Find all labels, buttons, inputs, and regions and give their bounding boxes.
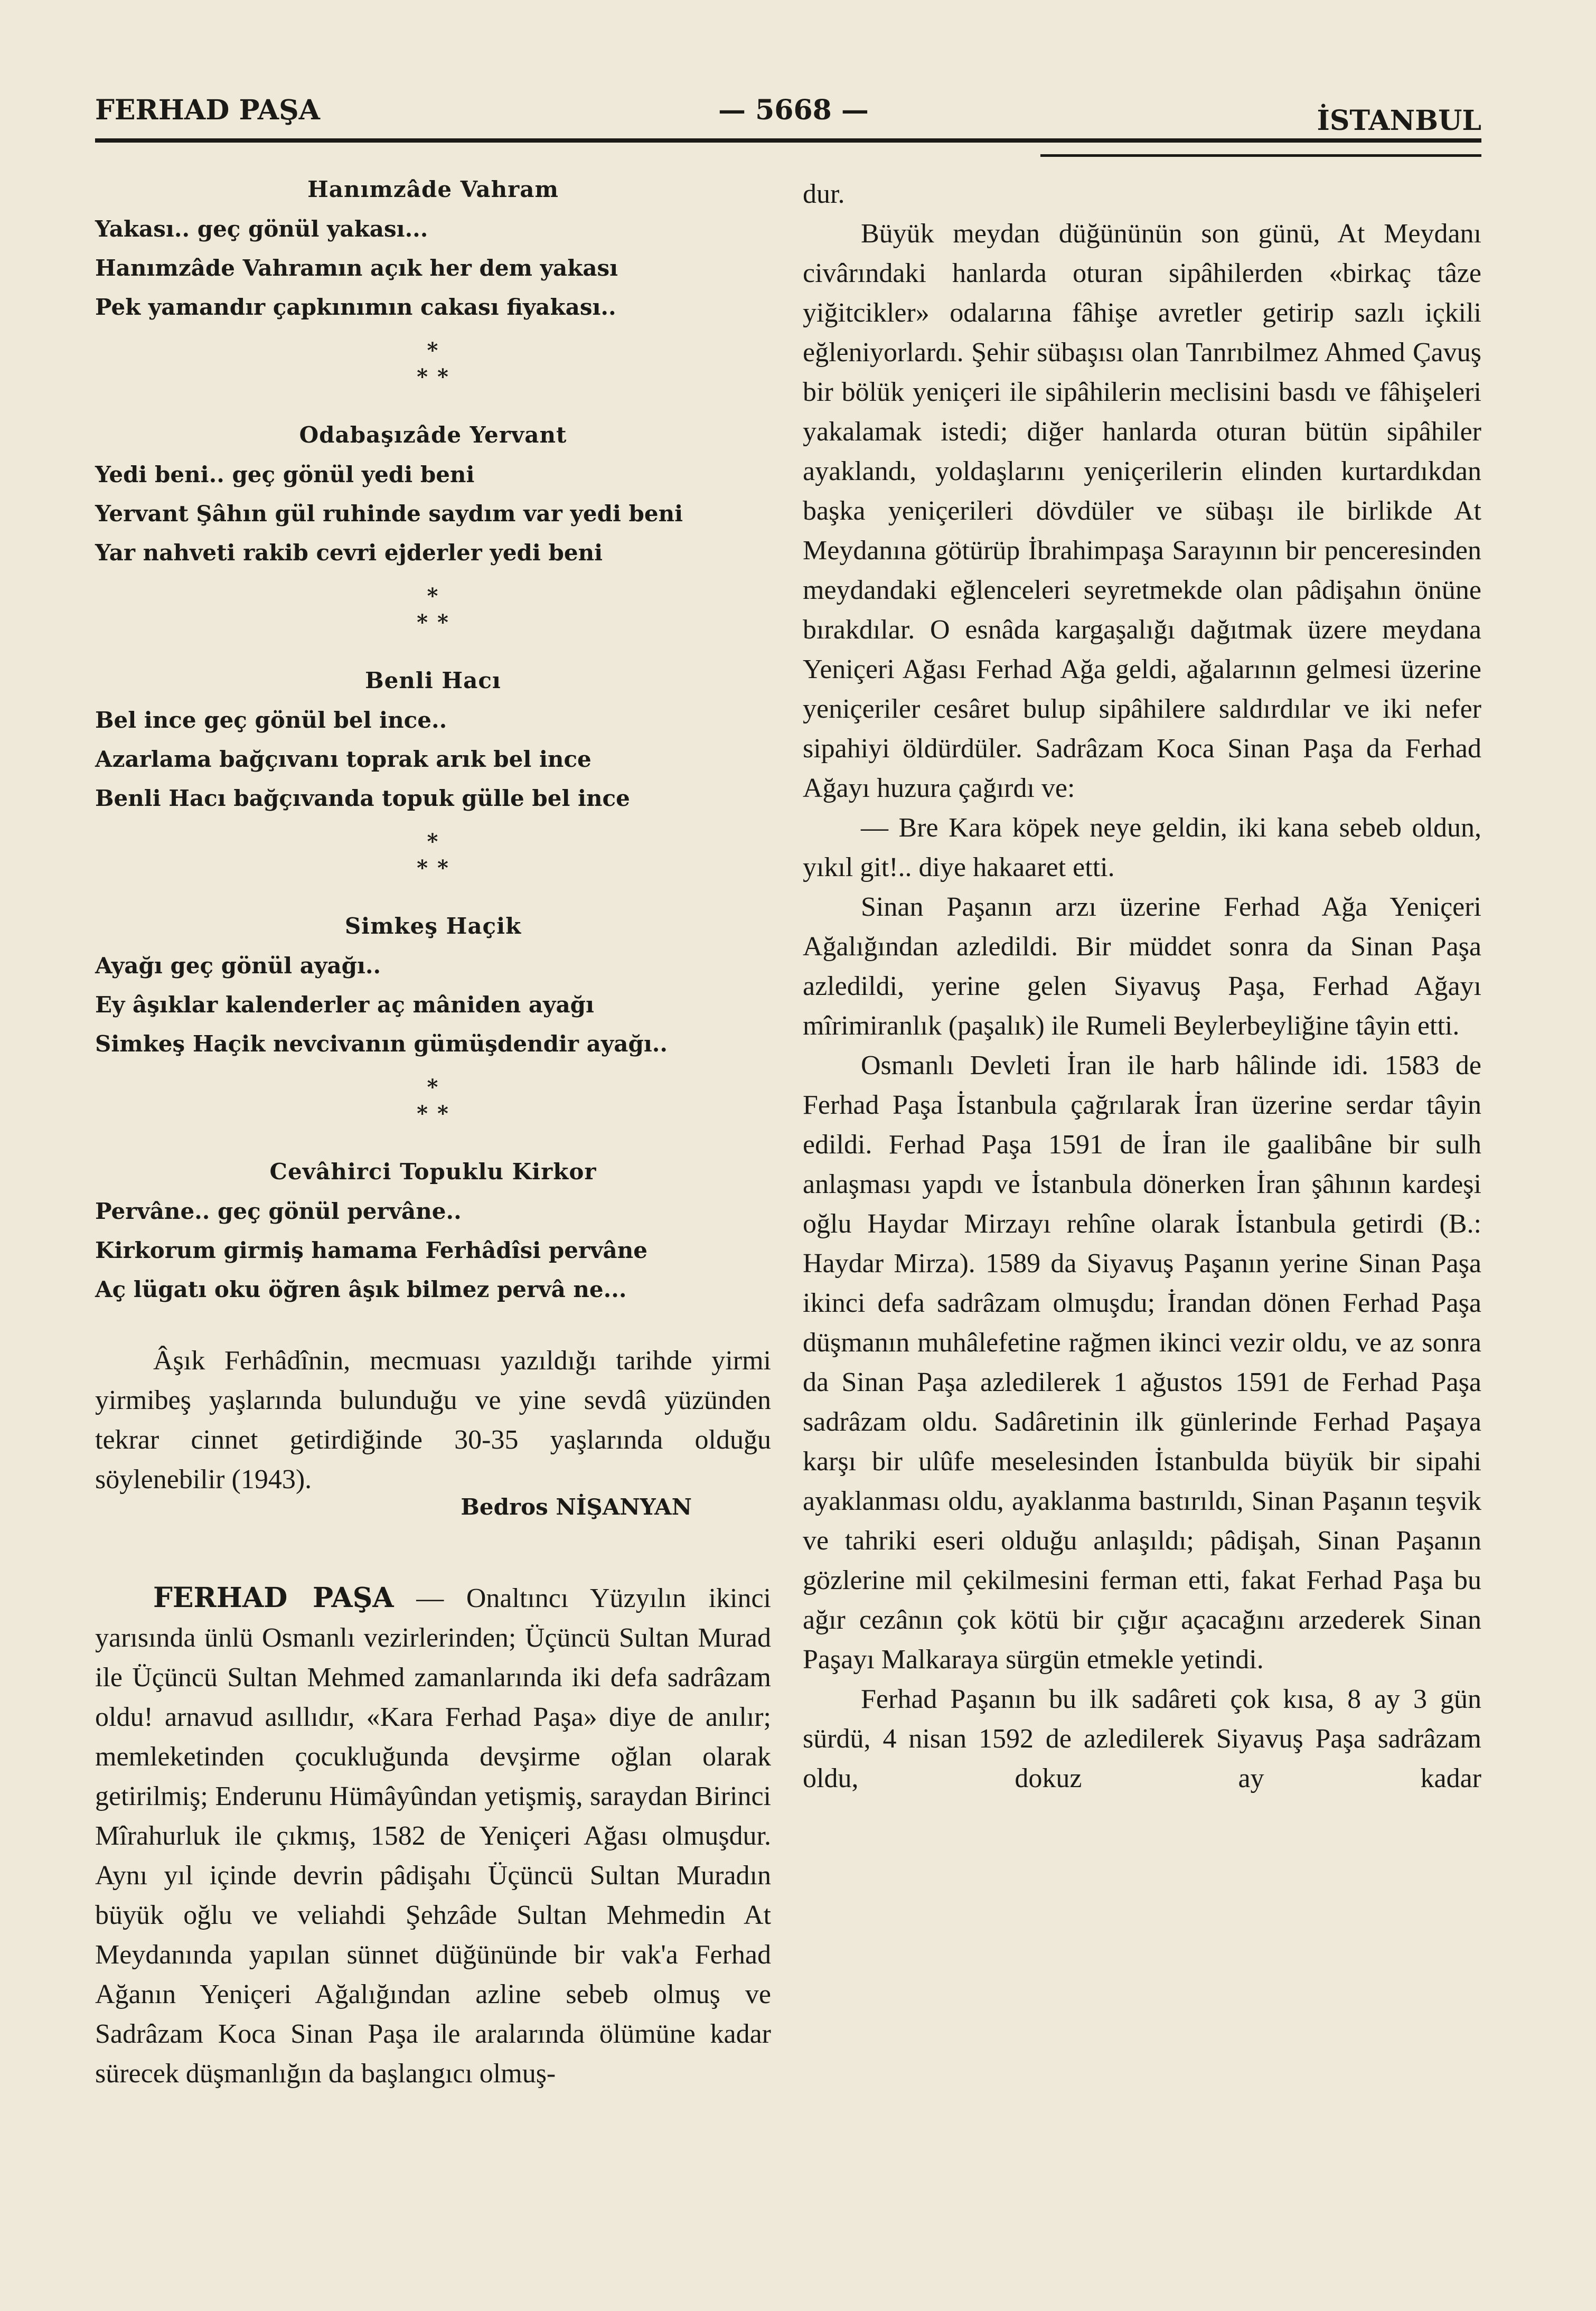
- poem-line: Pek yamandır çapkınımın cakası fiyakası..: [95, 294, 616, 320]
- asterism: * * *: [417, 1075, 449, 1126]
- poem-block: [95, 176, 771, 1309]
- poem-title: Cevâhirci Topuklu Kirkor: [269, 1159, 597, 1185]
- header-rule: [95, 138, 1481, 143]
- poem-line: Ey âşıklar kalenderler aç mâniden ayağı: [95, 992, 594, 1018]
- paragraph: Büyük meydan düğününün son günü, At Meydanı civârındaki hanlarda oturan sipâhilerden «birkaç tâze yiğitcikler» odalarına fâhişe avretler getirip sazlı içkili eğleniyorlardı. Şehir sübaşısı olan Tanrıbilmez Ahmed Çavuş bir bölük yeniçeri ile sipâhilerin meclisini basdı ve fâhişeleri yakalamak istedi; diğer hanlarda oturan bütün sipâhiler ayaklandı, yoldaşlarını yeniçerilerin elinden kurtardıkdan başka yeniçerileri dövdüler ve sübaşı ile birlikde At Meydanına götürüp İbrahimpaşa Sarayının bir penceresinden meydandaki eğlenceleri seyretmekde olan pâdişahın önüne bırakdılar. O esnâda kargaşalığı dağıtmak üzere meydana Yeniçeri Ağası Ferhad Ağa geldi, ağalarının gelmesi üzerine yeniçeriler cesâret bulup sipâhilere saldırdılar ve iki nefer sipahiyi öldürdüler. Sadrâzam Koca Sinan Paşa da Ferhad Ağayı huzura çağırdı ve:: [803, 219, 1481, 803]
- running-head-right: İSTANBUL: [1317, 105, 1481, 137]
- entry-headword: FERHAD PAŞA: [153, 1582, 394, 1614]
- poem-title: Hanımzâde Vahram: [307, 176, 559, 202]
- right-column: [803, 174, 1481, 1798]
- paragraph: dur.: [803, 179, 845, 209]
- poem-line: Kirkorum girmiş hamama Ferhâdîsi pervâne: [95, 1237, 647, 1263]
- poem-title: Benli Hacı: [365, 668, 501, 693]
- poem-line: Yedi beni.. geç gönül yedi beni: [95, 462, 475, 487]
- paragraph: Ferhad Paşanın bu ilk sadâreti çok kısa, 8 ay 3 gün sürdü, 4 nisan 1592 de azledilerek Siyavuş Paşa sadrâzam oldu, dokuz ay kadar: [803, 1684, 1481, 1793]
- header-rule-right: [1040, 154, 1481, 157]
- page-number: — 5668 —: [718, 94, 869, 126]
- poem-line: Aç lügatı oku öğren âşık bilmez pervâ ne...: [95, 1276, 627, 1302]
- running-head-left: FERHAD PAŞA: [95, 94, 321, 126]
- left-column: [95, 169, 771, 2093]
- poem-line: Yar nahveti rakib cevri ejderler yedi beni: [95, 540, 603, 566]
- poem-line: Ayağı geç gönül ayağı..: [95, 953, 381, 979]
- paragraph: Sinan Paşanın arzı üzerine Ferhad Ağa Yeniçeri Ağalığından azledildi. Bir müddet sonra da Sinan Paşa azledildi, yerine gelen Siyavuş Paşa, Ferhad Ağayı mîrimiranlık (paşalık) ile Rumeli Beylerbeyliğine tâyin etti.: [803, 892, 1481, 1041]
- dialogue-paragraph: — Bre Kara köpek neye geldin, iki kana sebeb oldun, yıkıl git!.. diye hakaaret etti.: [803, 813, 1481, 882]
- closing-paragraph: Âşık Ferhâdînin, mecmuası yazıldığı tarihde yirmi yirmibeş yaşlarında bulunduğu ve yine sevdâ yüzünden tekrar cinnet getirdiğinde 30-35 yaşlarında olduğu söylenebilir (1943).: [95, 1346, 771, 1495]
- poem-line: Simkeş Haçik nevcivanın gümüşdendir ayağı..: [95, 1031, 668, 1057]
- poem-title: Odabaşızâde Yervant: [299, 422, 567, 448]
- poem-line: Yakası.. geç gönül yakası...: [95, 216, 428, 242]
- asterism: * * *: [417, 338, 449, 389]
- author-signature: Bedros NİŞANYAN: [461, 1494, 692, 1520]
- poem-line: Pervâne.. geç gönül pervâne..: [95, 1198, 462, 1224]
- entry-text: — Onaltıncı Yüzyılın ikinci yarısında ünlü Osmanlı vezirlerinden; Üçüncü Sultan Murad ile Üçüncü Sultan Mehmed zamanlarında iki defa sadrâzam oldu! arnavud asıllıdır, «Kara Ferhad Paşa» diye de anılır; memleketinden çocukluğunda devşirme oğlan olarak getirilmiş; Enderunu Hümâyûndan yetişmiş, saraydan Birinci Mîrahurluk ile çıkmış, 1582 de Yeniçeri Ağası olmuşdur. Aynı yıl içinde devrin pâdişahı Üçüncü Sultan Muradın büyük oğlu ve veliahdi Şehzâde Sultan Mehmedin At Meydanında yapılan sünnet düğününde bir vak'a Ferhad Ağanın Yeniçeri Ağalığından azline sebeb olmuş ve Sadrâzam Koca Sinan Paşa ile aralarında ölümüne kadar sürecek düşmanlığın da başlangıcı olmuş-: [95, 1583, 771, 2089]
- poem-line: Yervant Şâhın gül ruhinde saydım var yedi beni: [95, 501, 683, 527]
- closing-paragraph-block: [95, 1341, 771, 1499]
- asterism: * * *: [417, 829, 449, 880]
- poem-line: Azarlama bağçıvanı toprak arık bel ince: [95, 746, 592, 772]
- encyclopedia-entry: [95, 1578, 771, 2093]
- poem-line: Bel ince geç gönül bel ince..: [95, 707, 447, 733]
- poem-line: Benli Hacı bağçıvanda topuk gülle bel ince: [95, 785, 630, 811]
- paragraph: Osmanlı Devleti İran ile harb hâlinde idi. 1583 de Ferhad Paşa İstanbula çağrılarak İran üzerine serdar tâyin edildi. Ferhad Paşa 1591 de İran ile gaalibâne bir sulh anlaşması yapdı ve İstanbula dönerken İran şâhının kardeşi oğlu Haydar Mirzayı rehîne olarak İstanbula getirdi (B.: Haydar Mirza). 1589 da Siyavuş Paşanın yerine Sinan Paşa ikinci defa sadrâzam olmuşdu; İrandan dönen Ferhad Paşa düşmanın muhâlefetine rağmen ikinci vezir oldu, ve az sonra da Sinan Paşa azledilerek 1 ağustos 1591 de Ferhad Paşa sadrâzam oldu. Sadâretinin ilk günlerinde Ferhad Paşaya karşı bir ulûfe meselesinden İstanbulda büyük bir sipahi ayaklanması oldu, ayaklanma bastırıldı, Sinan Paşanın teşvik ve tahriki eseri olduğu anlaşıldı; pâdişah, Sinan Paşanın gözlerine mil çekilmesini ferman etti, fakat Ferhad Paşa bu ağır cezânın çok kötü bir çığır açacağını arzederek Sinan Paşayı Malkaraya sürgün etmekle yetindi.: [803, 1050, 1481, 1675]
- poem-title: Simkeş Haçik: [344, 913, 522, 939]
- poem-line: Hanımzâde Vahramın açık her dem yakası: [95, 255, 618, 281]
- asterism: * * *: [417, 584, 449, 635]
